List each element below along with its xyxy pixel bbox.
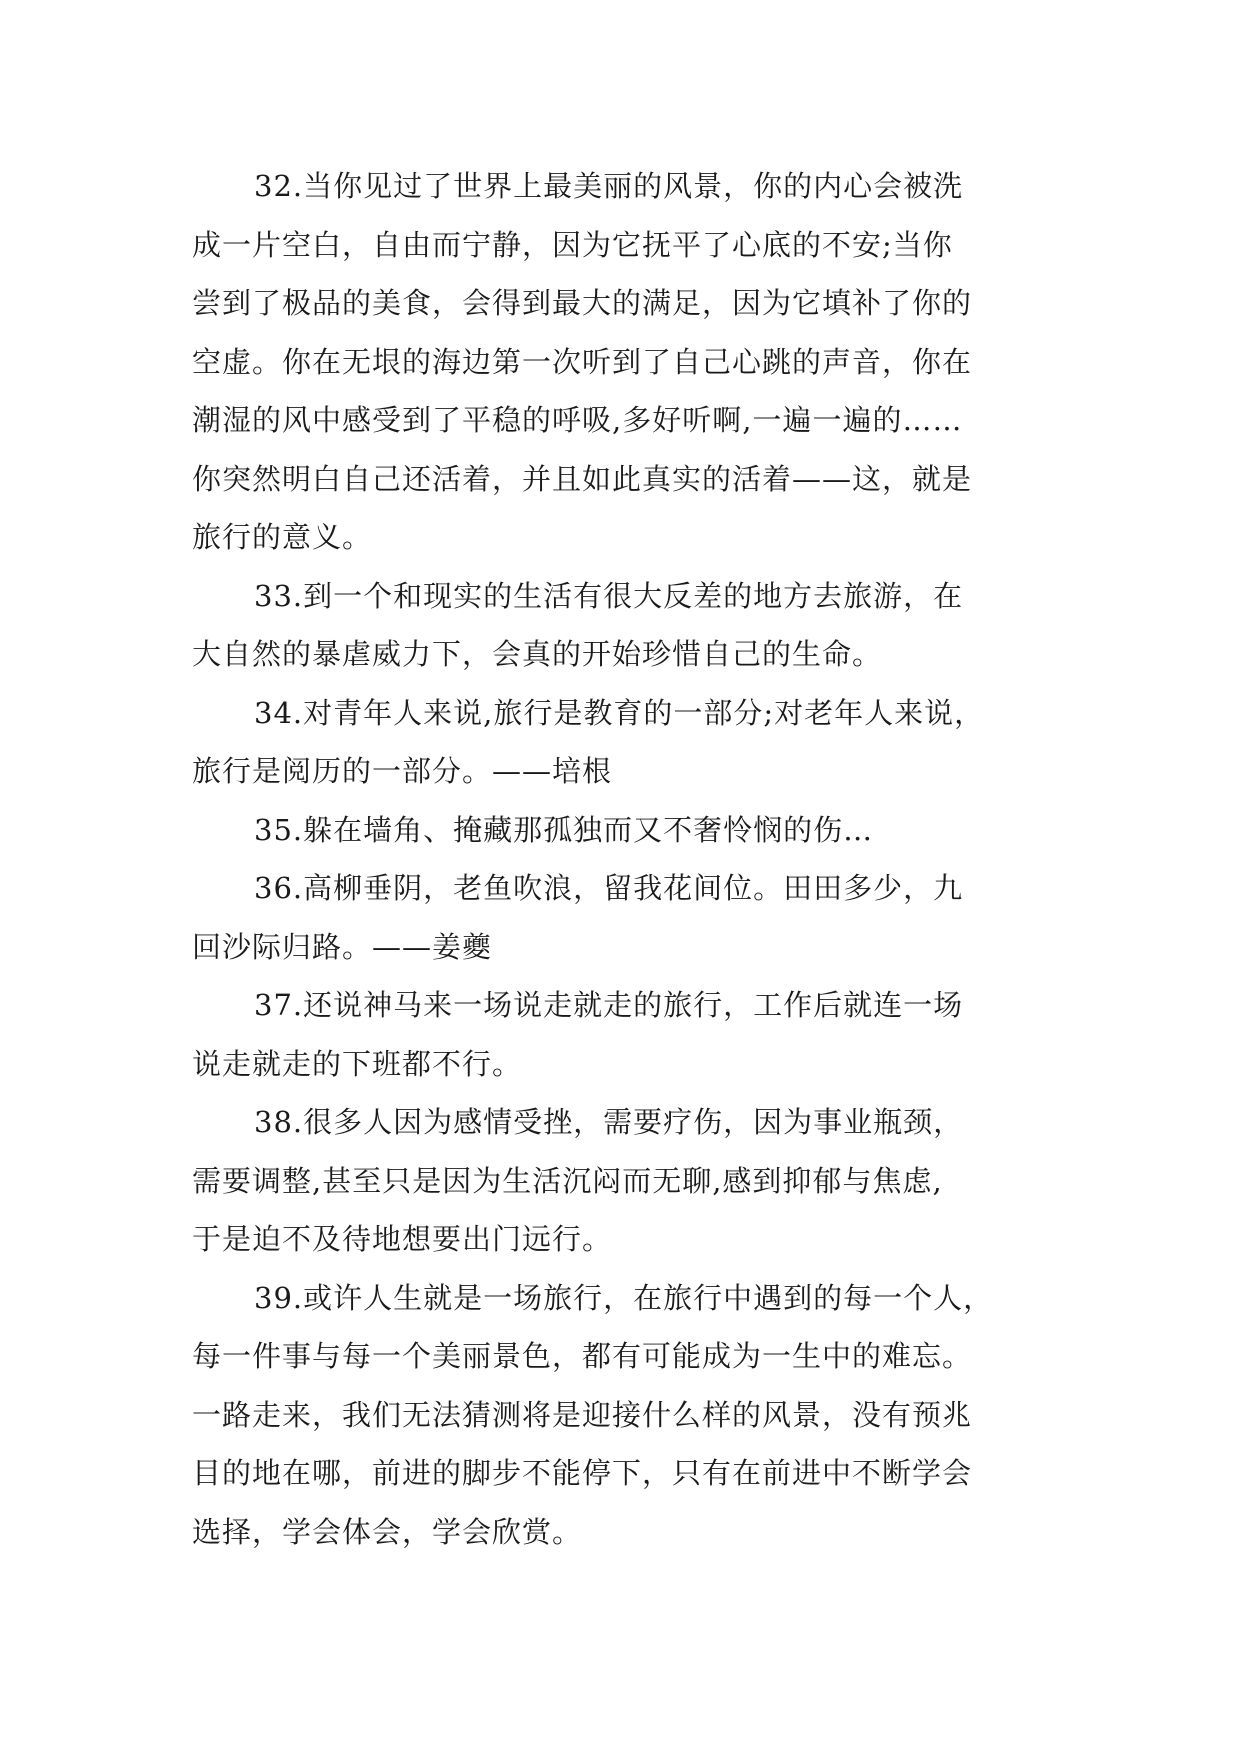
paragraph-35: [192, 801, 1052, 860]
text-line: 每一件事与每一个美丽景色，都有可能成为一生中的难忘。: [192, 1339, 973, 1373]
document-body: [192, 157, 1052, 1561]
text-line: 尝到了极品的美食，会得到最大的满足，因为它填补了你的: [192, 286, 973, 320]
text-line: 32.当你见过了世界上最美丽的风景，你的内心会被洗: [254, 169, 964, 203]
text-line: 33.到一个和现实的生活有很大反差的地方去旅游，在: [254, 578, 964, 613]
paragraph-37: [192, 976, 1052, 1093]
text-line: 目的地在哪，前进的脚步不能停下，只有在前进中不断学会: [192, 1456, 973, 1490]
paragraph-38: [192, 1093, 1052, 1269]
paragraph-33: [192, 567, 1052, 684]
text-line: 选择，学会体会，学会欣赏。: [192, 1514, 583, 1549]
text-line: 于是迫不及待地想要出门远行。: [192, 1222, 613, 1256]
text-line: 37.还说神马来一场说走就走的旅行，工作后就连一场: [254, 988, 964, 1022]
paragraph-32: [192, 157, 1052, 567]
text-line: 大自然的暴虐威力下，会真的开始珍惜自己的生命。: [192, 637, 883, 671]
text-line: 空虚。你在无垠的海边第一次听到了自己心跳的声音，你在: [192, 344, 973, 379]
text-line: 潮湿的风中感受到了平稳的呼吸,多好听啊,一遍一遍的……: [192, 403, 963, 437]
text-line: 36.高柳垂阴，老鱼吹浪，留我花间位。田田多少，九: [254, 871, 964, 905]
text-line: 39.或许人生就是一场旅行，在旅行中遇到的每一个人，: [254, 1280, 994, 1315]
text-line: 34.对青年人来说,旅行是教育的一部分;对老年人来说，: [254, 695, 985, 730]
text-line: 旅行是阅历的一部分。——培根: [192, 754, 613, 788]
text-line: 说走就走的下班都不行。: [192, 1046, 523, 1081]
text-line: 一路走来，我们无法猜测将是迎接什么样的风景，没有预兆: [192, 1397, 973, 1432]
text-line: 回沙际归路。——姜夔: [192, 929, 493, 964]
paragraph-34: [192, 684, 1052, 801]
text-line: 成一片空白，自由而宁静，因为它抚平了心底的不安;当你: [192, 227, 953, 262]
paragraph-39: [192, 1269, 1052, 1562]
text-line: 38.很多人因为感情受挫，需要疗伤，因为事业瓶颈，: [254, 1105, 964, 1139]
text-line: 35.躲在墙角、掩藏那孤独而又不奢怜悯的伤…: [254, 812, 874, 847]
text-line: 你突然明白自己还活着，并且如此真实的活着——这，就是: [192, 461, 973, 496]
paragraph-36: [192, 859, 1052, 976]
text-line: 需要调整,甚至只是因为生活沉闷而无聊,感到抑郁与焦虑,: [192, 1163, 943, 1198]
text-line: 旅行的意义。: [192, 520, 373, 554]
